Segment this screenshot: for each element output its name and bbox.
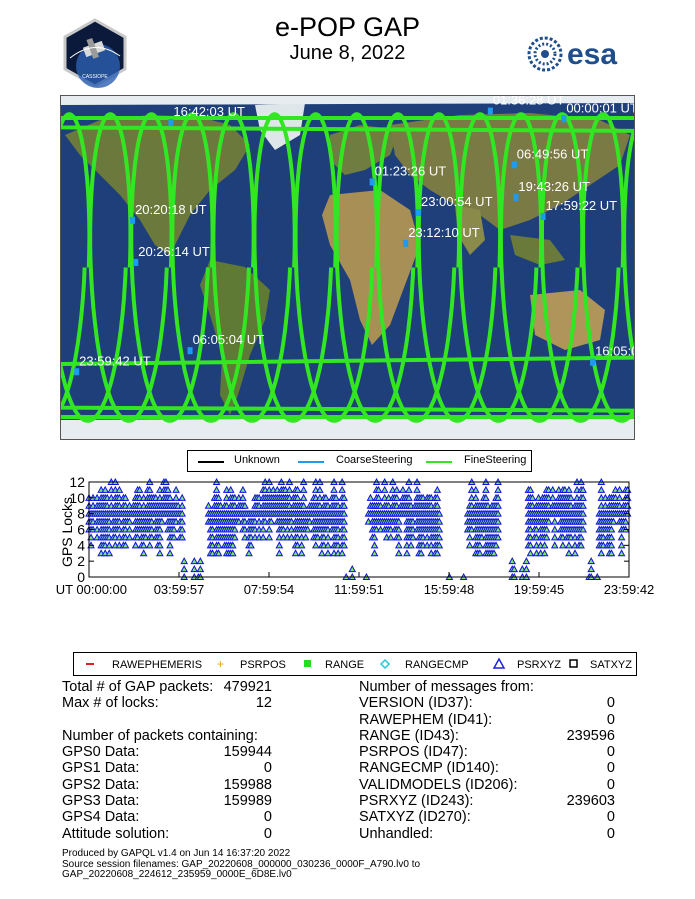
x-tick-label: 11:59:51 (334, 582, 384, 597)
psrxyz-point (572, 550, 578, 556)
stat-label: SATXYZ (ID270): (359, 809, 471, 826)
psrxyz-point (266, 534, 272, 540)
psrxyz-point (509, 558, 515, 564)
psrxyz-point (406, 487, 412, 493)
legend-range-label: RANGE (325, 659, 365, 671)
psrxyz-point (619, 534, 625, 540)
footer-line: Source session filenames: GAP_20220608_000000_030236_0000F_A790.lv0 to (62, 858, 421, 870)
y-tick-label: 2 (77, 553, 85, 570)
stat-value: 0 (263, 760, 272, 777)
stat-value: 0 (606, 825, 615, 842)
psrxyz-point (527, 550, 533, 556)
ut-label: 01:36:28 UT (492, 92, 565, 108)
stat-value: 159944 (223, 744, 272, 761)
x-tick-label: 19:59:45 (513, 582, 565, 597)
ut-label: 06:05:04 UT (192, 332, 265, 348)
orbit-map (60, 92, 667, 445)
stat-label: RANGE (ID43): (359, 727, 459, 744)
steering-legend (187, 450, 532, 472)
legend-unknown-swatch (198, 461, 224, 463)
y-axis-label: GPS Locks (59, 496, 75, 568)
psrxyz-point (191, 566, 197, 572)
psrxyz-point (566, 542, 572, 548)
psrxyz-point (133, 542, 139, 548)
psrxyz-point (179, 495, 185, 501)
stat-label: VERSION (ID37): (359, 695, 473, 712)
legend-fine-swatch (426, 461, 452, 463)
psrxyz-point (434, 487, 440, 493)
page-date: June 8, 2022 (289, 42, 406, 64)
stat-value: 0 (606, 695, 615, 712)
y-tick-label: 8 (77, 505, 85, 522)
legend-coarse-swatch (298, 461, 324, 463)
psrxyz-point (313, 542, 319, 548)
stat-value: 0 (606, 711, 615, 728)
psrxyz-point (181, 566, 187, 572)
ut-label: 20:26:14 UT (138, 244, 210, 259)
stat-value: 12 (255, 695, 272, 712)
footer-line: GAP_20220608_224612_235959_0000E_6D8E.lv0 (62, 869, 292, 880)
stat-value: 479921 (223, 679, 272, 695)
psrxyz-point (191, 558, 197, 564)
footer-line: Produced by GAPQL v1.4 on Jun 14 16:37:20 2022 (62, 848, 291, 859)
stat-label: GPS2 Data: (62, 776, 140, 793)
y-tick-label: 4 (77, 537, 85, 554)
x-tick-label: 15:59:48 (423, 582, 475, 597)
psrxyz-point (325, 550, 331, 556)
psrxyz-point (367, 495, 373, 501)
psrxyz-point (372, 550, 378, 556)
y-tick-label: 0 (77, 569, 85, 585)
psrxyz-point (331, 487, 337, 493)
psrxyz-point (598, 550, 604, 556)
psrxyz-points (86, 479, 631, 580)
ut-label: 20:20:18 UT (135, 201, 207, 217)
coarse-steering-mark (130, 217, 135, 224)
coarse-steering-mark (133, 259, 138, 266)
psrxyz-point (467, 534, 473, 540)
psrxyz-point (483, 487, 489, 493)
psrxyz-point (214, 487, 220, 493)
stat-value: 0 (606, 776, 615, 793)
psrxyz-point (414, 487, 420, 493)
psrxyz-point (560, 542, 566, 548)
legend-rawephemeris-label: RAWEPHEMERIS (112, 659, 203, 671)
ut-label: 23:12:10 UT (408, 224, 480, 240)
esa-logo-text: esa (567, 38, 618, 71)
stat-label: Unhandled: (359, 825, 434, 842)
stat-label: GPS3 Data: (62, 793, 140, 810)
y-tick-label: 6 (77, 521, 85, 538)
psrxyz-point (339, 487, 345, 493)
psrxyz-point (619, 542, 625, 548)
psrxyz-point (167, 550, 173, 556)
stat-label: VALIDMODELS (ID206): (359, 776, 518, 793)
psrxyz-point (552, 534, 558, 540)
psrxyz-point (157, 550, 163, 556)
continent-antarctica (60, 417, 635, 440)
psrxyz-point (566, 550, 572, 556)
psrxyz-point (299, 550, 305, 556)
stat-value: 239603 (566, 793, 615, 810)
coarse-steering-mark (74, 368, 79, 375)
stat-label: PSRPOS (ID47): (359, 744, 468, 761)
mission-logo-caption: CASSIOPE (82, 74, 108, 80)
psrxyz-point (396, 542, 402, 548)
x-tick-label: 23:59:42 (603, 582, 655, 597)
psrxyz-point (173, 495, 179, 501)
ut-label: 00:00:01 UT (566, 100, 638, 116)
esa-logo (525, 36, 635, 81)
psrxyz-point (319, 550, 325, 556)
psrxyz-point (588, 566, 594, 572)
stat-value: 0 (606, 760, 615, 777)
coarse-steering-mark (541, 213, 546, 220)
coarse-steering-mark (488, 108, 493, 115)
psrxyz-point (276, 542, 282, 548)
psrxyz-point (240, 487, 246, 493)
stat-value: 0 (263, 809, 272, 826)
message-legend (73, 652, 637, 676)
psrxyz-point (349, 566, 355, 572)
stat-label: RAWEPHEM (ID41): (359, 711, 493, 728)
stat-value: 0 (606, 744, 615, 761)
stat-value: 239596 (566, 727, 615, 744)
gps-locks-chart (0, 476, 695, 606)
psrxyz-point (197, 558, 203, 564)
psrxyz-point (197, 566, 203, 572)
stat-label: GPS0 Data: (62, 744, 140, 761)
stat-label: Number of messages from: (359, 679, 534, 695)
packet-stats (62, 679, 272, 842)
coarse-steering-mark (590, 359, 595, 366)
legend-fine-label: FineSteering (464, 454, 527, 466)
stat-value: 0 (606, 809, 615, 826)
psrxyz-point (372, 542, 378, 548)
x-tick-label: UT 00:00:00 (55, 582, 127, 597)
ut-label: 23:59:42 UT (79, 353, 151, 369)
psrxyz-point (523, 558, 529, 564)
legend-psrxyz-swatch (494, 659, 504, 668)
x-tick-label: 07:59:54 (243, 582, 295, 597)
psrxyz-point (495, 487, 501, 493)
coarse-steering-mark (370, 179, 375, 186)
legend-satxyz-swatch (570, 660, 577, 667)
psrxyz-point (301, 495, 307, 501)
legend-unknown-label: Unknown (234, 454, 280, 466)
stat-label: Max # of locks: (62, 695, 159, 712)
ut-label: 16:42:03 UT (173, 104, 245, 120)
footer-notes (62, 849, 420, 881)
psrxyz-point (205, 503, 211, 509)
legend-psrpos-label: PSRPOS (240, 659, 286, 671)
coarse-steering-mark (416, 209, 421, 216)
legend-coarse-label: CoarseSteering (336, 454, 413, 466)
stat-label: Number of packets containing: (62, 727, 258, 744)
stat-label: Attitude solution: (62, 825, 170, 842)
stat-label: Total # of GAP packets: (62, 679, 214, 695)
psrxyz-point (598, 487, 604, 493)
ut-label: 23:00:54 UT (420, 194, 493, 210)
stat-label: GPS1 Data: (62, 760, 140, 777)
psrxyz-point (552, 527, 558, 533)
x-ticks (56, 572, 655, 597)
ut-label: 19:43:26 UT (518, 178, 590, 194)
psrxyz-point (181, 558, 187, 564)
legend-satxyz-label: SATXYZ (590, 659, 632, 671)
psrxyz-point (467, 542, 473, 548)
psrxyz-point (619, 550, 625, 556)
legend-rangecmp-label: RANGECMP (405, 659, 469, 671)
mission-logo (60, 18, 130, 93)
coarse-steering-mark (513, 194, 518, 201)
coarse-steering-mark (168, 119, 173, 126)
psrxyz-point (173, 487, 179, 493)
psrxyz-point (266, 527, 272, 533)
x-tick-label: 03:59:57 (153, 582, 205, 597)
psrxyz-point (552, 542, 558, 548)
psrxyz-point (588, 558, 594, 564)
y-tick-label: 12 (69, 474, 85, 490)
legend-range-swatch (304, 660, 311, 667)
stat-value: 0 (263, 825, 272, 842)
psrxyz-point (301, 487, 307, 493)
psrxyz-point (400, 487, 406, 493)
coarse-steering-mark (512, 161, 517, 168)
stat-value: 159988 (223, 776, 272, 793)
coarse-steering-mark (403, 240, 408, 247)
coarse-steering-mark (561, 115, 566, 122)
stat-value: 159989 (223, 793, 272, 810)
psrxyz-point (167, 542, 173, 548)
psrxyz-point (552, 519, 558, 525)
ut-label: 06:49:56 UT (516, 146, 589, 162)
psrxyz-point (396, 550, 402, 556)
psrxyz-point (382, 487, 388, 493)
stat-label: RANGECMP (ID140): (359, 760, 499, 777)
svg-text:+: + (217, 657, 225, 671)
psrxyz-point (276, 550, 282, 556)
ut-label: 16:05:04 UT (595, 343, 667, 359)
message-stats (359, 679, 615, 842)
psrxyz-point (246, 550, 252, 556)
psrxyz-point (293, 550, 299, 556)
ut-label: 17:59:22 UT (545, 198, 618, 213)
stat-label: PSRXYZ (ID243): (359, 793, 474, 810)
y-tick-label: 10 (69, 489, 85, 506)
psrxyz-point (147, 542, 153, 548)
psrxyz-point (141, 550, 147, 556)
page-title: e-POP GAP (274, 12, 421, 42)
coarse-steering-mark (188, 347, 193, 354)
ut-label: 01:23:26 UT (374, 163, 447, 179)
legend-rangecmp-swatch (381, 660, 389, 668)
legend-psrxyz-label: PSRXYZ (517, 659, 562, 671)
psrxyz-point (404, 550, 410, 556)
stat-label: GPS4 Data: (62, 809, 140, 826)
